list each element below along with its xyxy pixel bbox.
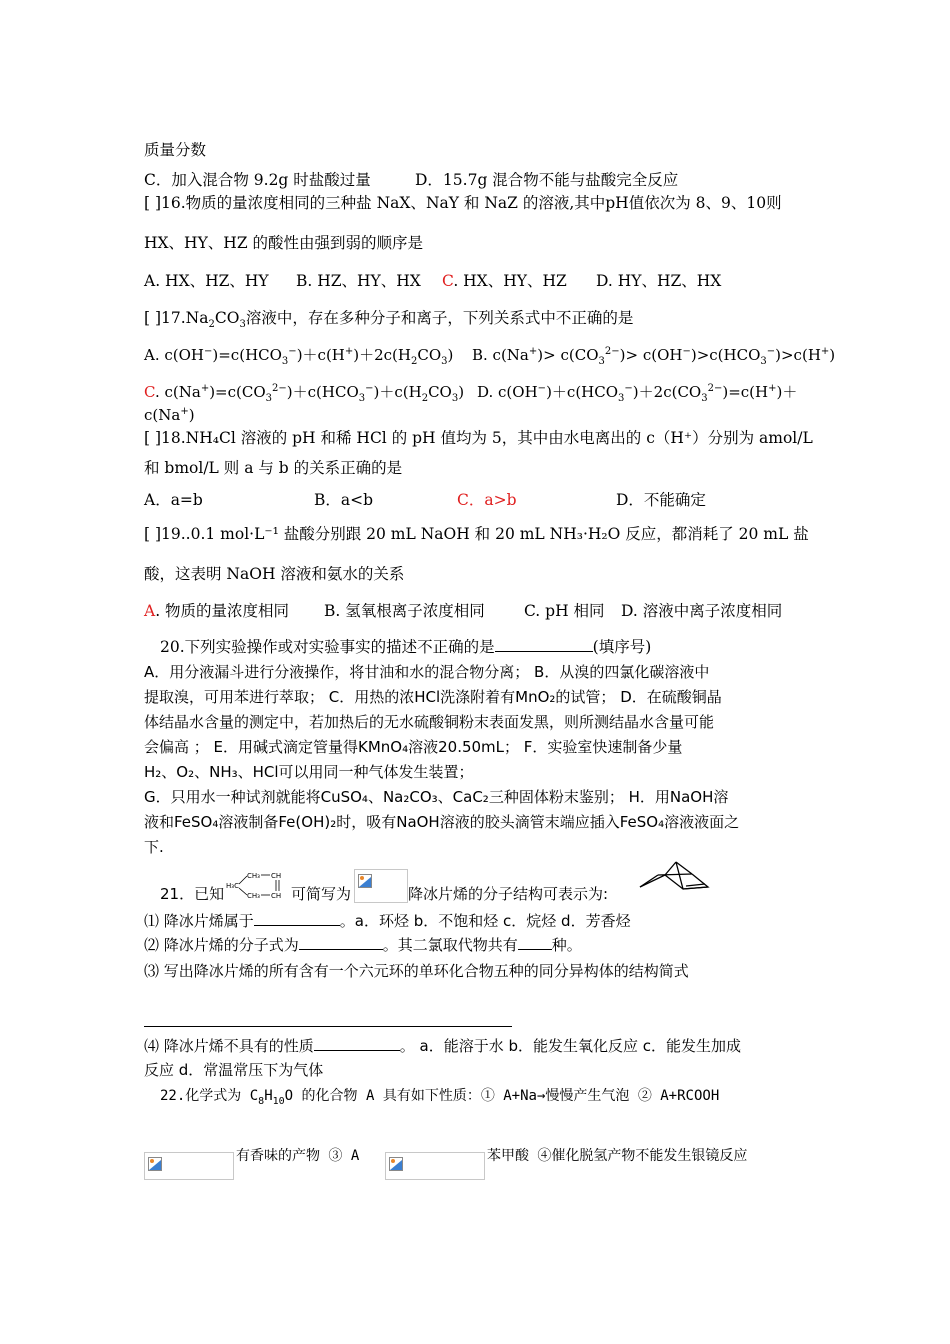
label-ch3-top: CH₃ [247, 872, 260, 880]
q19-stem-line2: 酸，这表明 NaOH 溶液和氨水的关系 [144, 565, 405, 583]
q15-option-d: D．15.7g 混合物不能与盐酸完全反应 [415, 171, 679, 189]
label-ch3-bottom: CH₃ [247, 892, 260, 900]
q21-post: 降冰片烯的分子结构可表示为: [408, 885, 609, 903]
label-ch-bottom: CH [271, 892, 282, 900]
q18-option-c: C．a>b [457, 491, 517, 509]
q17-option-a: A. $c(OH^-)=c(HCO_3^-)+c(H^+)+2c(H_2CO_3)$ [144, 346, 454, 367]
q15-option-c: C．加入混合物 9.2g 时盐酸过量 [144, 171, 371, 189]
q19-option-c: C. pH 相同 [524, 602, 605, 620]
broken-image-placeholder-2 [144, 1152, 234, 1180]
broken-image-placeholder-3 [385, 1152, 485, 1180]
q21-pre: 21．已知 [160, 885, 225, 903]
q21-sub4: ⑷ 降冰片烯不具有的性质 。 a．能溶于水 b．能发生氧化反应 c．能发生加成 [144, 1037, 742, 1055]
q18-option-d: D．不能确定 [616, 491, 706, 509]
q20-stem: 20.下列实验操作或对实验事实的描述不正确的是 (填序号) [160, 638, 652, 656]
q20-line6: G．只用水一种试剂就能将CuSO₄、Na₂CO₃、CaC₂三种固体粉末鉴别； H．用NaOH溶 [144, 788, 729, 806]
q16-option-d: D. HY、HZ、HX [596, 272, 722, 290]
q16-option-a: A. HX、HZ、HY [144, 272, 269, 290]
q16-option-b: B. HZ、HY、HX [296, 272, 421, 290]
broken-image-icon [148, 1157, 162, 1171]
q18-stem-line1: [ ]18.NH₄Cl 溶液的 pH 和稀 HCl 的 pH 值均为 5，其中由水电离出的 c（H⁺）分别为 amol/L [144, 429, 813, 447]
q16-option-c: C. HX、HY、HZ [442, 272, 567, 290]
q18-option-a: A．a=b [144, 491, 203, 509]
structural-formula-image [225, 868, 289, 902]
label-ch-top: CH [271, 872, 282, 880]
q20-line8: 下. [144, 838, 164, 856]
broken-image-icon [389, 1157, 403, 1171]
q22-stem: 22.化学式为 $C_8H_{10}O$ 的化合物 A 具有如下性质：① A+Na→慢慢产生气泡 ② A+RCOOH [160, 1088, 720, 1107]
q20-line7: 液和FeSO₄溶液制备Fe(OH)₂时，吸有NaOH溶液的胶头滴管末端应插入FeSO₄溶液液面之 [144, 813, 740, 831]
broken-image-icon [358, 874, 372, 888]
q19-option-d: D. 溶液中离子浓度相同 [621, 602, 783, 620]
q22-line2b: 苯甲酸 ④催化脱氢产物不能发生银镜反应 [487, 1148, 748, 1164]
q18-stem-line2: 和 bmol/L 则 a 与 b 的关系正确的是 [144, 459, 403, 477]
q20-line5: H₂、O₂、NH₃、HCl可以用同一种气体发生装置； [144, 763, 474, 781]
q17-stem: [ ]$17.Na_2CO_3$溶液中，存在多种分子和离子，下列关系式中不正确的是 [144, 309, 634, 331]
q21-mid: 可简写为 [291, 885, 352, 903]
q21-sub4-cont: 反应 d．常温常压下为气体 [144, 1061, 324, 1079]
q21-sub3: ⑶ 写出降冰片烯的所有含有一个六元环的单环化合物五种的同分异构体的结构简式 [144, 962, 689, 980]
q19-stem-line1: [ ]19..0.1 mol·L⁻¹ 盐酸分别跟 20 mL NaOH 和 20 mL NH₃·H₂O 反应，都消耗了 20 mL 盐 [144, 525, 809, 543]
label-h3c: H₃C [226, 882, 239, 890]
norbornene-structure-image [638, 858, 714, 892]
q16-stem-line1: [ ]16.物质的量浓度相同的三种盐 NaX、NaY 和 NaZ 的溶液,其中pH值依次为 8、9、10则 [144, 194, 782, 212]
q17-option-d-cont: c(Na+) [144, 406, 195, 424]
q15-options [144, 170, 679, 190]
q20-line4: 会偏高 ； E．用碱式滴定管量得KMnO₄溶液20.50mL； F．实验室快速制备少量 [144, 738, 683, 756]
q16-stem-line2: HX、HY、HZ 的酸性由强到弱的顺序是 [144, 234, 424, 252]
q20-line1: A．用分液漏斗进行分液操作，将甘油和水的混合物分离； B．从溴的四氯化碳溶液中 [144, 663, 710, 681]
q20-line2: 提取溴，可用苯进行萃取； C．用热的浓HCl洗涤附着有MnO₂的试管； D．在硫酸铜晶 [144, 688, 722, 706]
q21-sub1: ⑴ 降冰片烯属于 。a．环烃 b．不饱和烃 c．烷烃 d．芳香烃 [144, 912, 631, 930]
q22-line2a: 有香味的产物 ③ A [236, 1148, 360, 1164]
q19-option-b: B. 氢氧根离子浓度相同 [324, 602, 485, 620]
q17-options-ab [144, 345, 836, 367]
continuation-text: 质量分数 [144, 141, 207, 159]
q20-line3: 体结晶水含量的测定中，若加热后的无水硫酸铜粉末表面发黑，则所测结晶水含量可能 [144, 713, 715, 731]
q17-option-c: C. $c(Na^+)=c(CO_3^{2-})+c(HCO_3^-)+c(H_2CO_3)$ [144, 383, 465, 404]
answer-line [144, 1026, 512, 1027]
broken-image-placeholder [354, 869, 408, 903]
q17-option-b: B. $c(Na^+)> c(CO_3^{2-})> c(OH^-)>c(HCO_3^-)>c(H^+)$ [472, 346, 836, 367]
q21-sub2: ⑵ 降冰片烯的分子式为 。其二氯取代物共有 种。 [144, 936, 582, 954]
q17-options-cd [144, 382, 798, 404]
q18-option-b: B．a<b [314, 491, 374, 509]
q17-option-d: D. $c(OH^-)+c(HCO_3^-)+2c(CO_3^{2-})=c(H^+)+$ [477, 383, 798, 404]
q19-option-a: A. 物质的量浓度相同 [144, 602, 290, 620]
